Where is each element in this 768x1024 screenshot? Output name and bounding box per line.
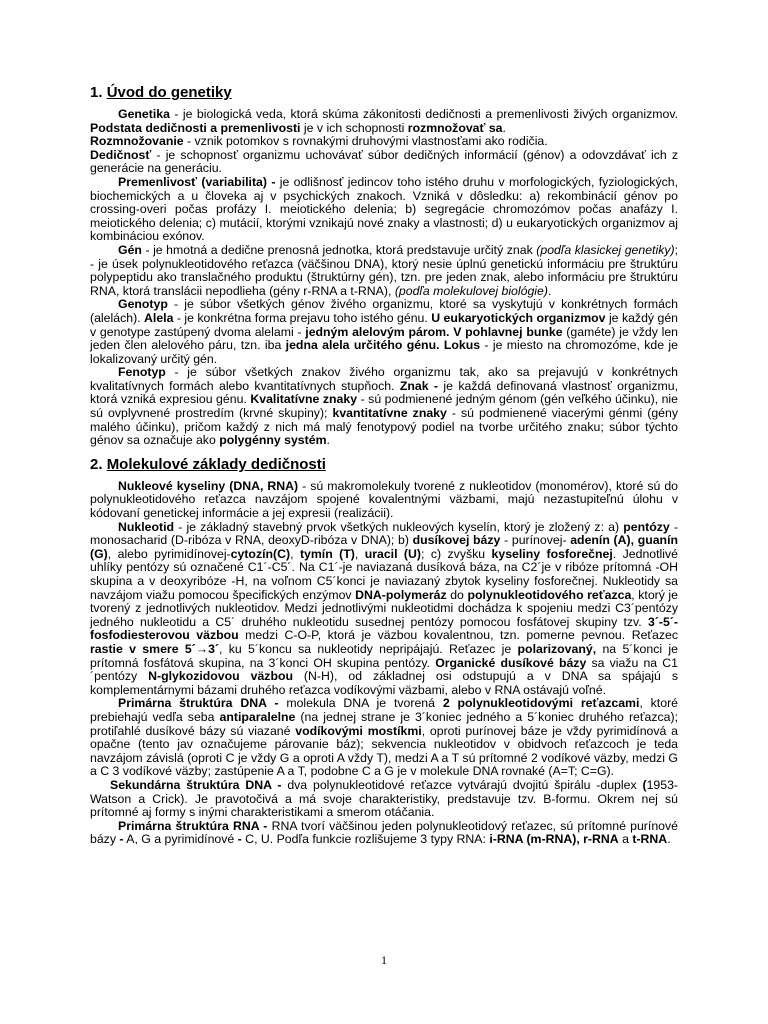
text-run: dva polynukleotidové reťazce vytvárajú dvojitú špirálu -duplex bbox=[281, 777, 643, 792]
bold-term: Nukleotid bbox=[118, 519, 175, 534]
text-run: sa viažu na C1´pentózy bbox=[90, 655, 679, 684]
text-run: na 5´konci je prítomná fosfátová skupina, na 3´konci OH skupina pentózy. bbox=[90, 641, 678, 670]
text-run: - vznik potomkov s rovnakými druhovými vlastnosťami ako rodičia. bbox=[183, 134, 548, 149]
section-title: Molekulové základy dedičnosti bbox=[106, 455, 326, 473]
bold-term: rastie v smere 5´→3´ bbox=[90, 641, 220, 656]
text-run: - je základný stavebný prvok všetkých nukleových kyselín, ktorý je zložený z: a) bbox=[174, 519, 624, 534]
bold-term: cytozín(C) bbox=[230, 546, 291, 561]
text-run: , oproti purínovej báze je vždy pyrimidínová a opačne (tento jav označujeme párovanie báz); sekvencia nukleotidov v obidvoch reťazcoch je teda navzájom závislá (oproti C je vždy G a oproti A vždy T), medzi A a T sú prítomné 2 vodíkové väzby, medzi G a C 3 vodíkové väzby; zastúpenie A a T, podobne C a G je v molekule DNA rovnaké (A=T; C=G). bbox=[90, 723, 679, 779]
paragraph bbox=[90, 244, 678, 298]
text-run: , ku 5´koncu sa nukleotidy nepripájajú. Reťazec je bbox=[219, 641, 518, 656]
text-run: . bbox=[326, 433, 330, 448]
bold-term: adenín (A), guanín (G) bbox=[90, 533, 679, 561]
bold-term: pentózy bbox=[623, 519, 670, 534]
bold-term: Alela bbox=[144, 310, 174, 325]
paragraph bbox=[90, 176, 678, 244]
bold-term: N-glykozidovou väzbou bbox=[148, 669, 293, 684]
section-body bbox=[90, 480, 678, 847]
text-run: . bbox=[667, 832, 671, 847]
bold-term: U eukaryotických organizmov bbox=[431, 310, 606, 325]
text-run: (na jednej strane je 3´koniec jedného a 5´koniec druhého reťazca); protiľahlé dusíkové bázy sú viazané bbox=[90, 709, 678, 738]
paragraph bbox=[90, 149, 678, 176]
text-run: . bbox=[547, 283, 552, 298]
bold-term: DNA-polymeráz bbox=[355, 587, 447, 602]
bold-term: dusíkovej bázy bbox=[412, 533, 501, 548]
bold-term: rozmnožovať sa bbox=[407, 120, 503, 135]
section-title: Úvod do genetiky bbox=[106, 84, 232, 101]
bold-term: polygénny systém bbox=[219, 433, 327, 448]
text-run: do bbox=[446, 587, 468, 602]
text-run: - monosacharid (D-ribóza v RNA, deoxyD-ribóza v DNA); b) bbox=[90, 519, 678, 548]
bold-term: Znak - bbox=[399, 378, 439, 393]
text-run: ; c) zvyšku bbox=[421, 546, 492, 561]
text-run: - je biologická veda, ktorá skúma zákonitosti dedičnosti a premenlivosti živých organizmov. bbox=[169, 107, 678, 121]
page-number: 1 bbox=[381, 953, 387, 967]
bold-term: Genotyp bbox=[118, 297, 168, 312]
bold-term: tymín (T) bbox=[299, 546, 355, 561]
italic-note: (podľa klasickej genetiky) bbox=[536, 242, 675, 257]
text-run: - je súbor všetkých znakov živého organizmu tak, ako sa prejavujú v konkrétnych kvalitatívnych formách alebo kvantitatívnych stupňoch. bbox=[90, 365, 678, 393]
bold-term: t-RNA bbox=[632, 832, 668, 847]
bold-term: 3´-5´-fosfodiesterovou väzbou bbox=[90, 614, 678, 643]
text-run: , ktoré prebiehajú vedľa seba bbox=[90, 696, 679, 724]
bold-term: uracil (U) bbox=[364, 546, 422, 561]
text-run: - sú makromolekuly tvorené z nukleotidov (monomérov), ktoré sú do polynukleotidového reťazca navzájom spojené kovalentnými väzbami, majú nezastupiteľnú úlohu v kódovaní genetickej informácie a jej expresii (realizácii). bbox=[90, 478, 678, 521]
bold-term: jedným alelovým párom. V pohlavnej bunke bbox=[305, 324, 563, 339]
text-run: ; - je úsek polynukleotidového reťazca (väčšinou DNA), ktorý nesie úplnú genetickú informáciu pre štruktúru polypeptidu ako translačného produktu (štruktúrny gén), tzn. pre jeden znak, alebo informáciu pre štruktúru RNA, ktorá translácii nepodlieha (gény r-RNA a t-RNA), bbox=[90, 242, 679, 298]
paragraph bbox=[90, 820, 678, 847]
text-run: , bbox=[354, 546, 365, 561]
bold-term: kyseliny fosforečnej bbox=[491, 546, 613, 561]
text-run: molekula DNA je tvorená bbox=[278, 696, 443, 711]
text-run: medzi C-O-P, ktorá je väzbou kovalentnou, tzn. pomerne pevnou. Reťazec bbox=[238, 628, 678, 643]
paragraph bbox=[90, 697, 678, 779]
text-run: - purínovej- bbox=[500, 533, 571, 548]
paragraph bbox=[90, 480, 678, 521]
bold-term: Fenotyp bbox=[118, 365, 166, 380]
text-run: je odlišnosť jedincov toho istého druhu v morfologických, fyziologických, biochemických a u človeka aj v psychických znakoch. Vzniká v dôsledku: a) rekombinácií génov po crossing-overi počas profázy I. meiotického delenia; b) segregácie chromozómov počas anafázy I. meiotického delenia; c) mutácií, ktorými vznikajú nové znaky a vlastnosti; d) u eukaryotických organizmov aj kombináciou exónov. bbox=[90, 174, 678, 244]
text-run: - je schopnosť organizmu uchovávať súbor dedičných informácií (génov) a odovzdávať ich z generácie na generáciu. bbox=[90, 147, 678, 176]
section-number: 2. bbox=[90, 455, 103, 473]
bold-term: jedna alela určitého génu. Lokus bbox=[285, 338, 481, 353]
paragraph bbox=[90, 298, 678, 366]
bold-term: vodíkovými mostíkmi bbox=[295, 723, 422, 738]
bold-term: Kvalitatívne znaky bbox=[250, 392, 358, 407]
bold-term: Premenlivosť (variabilita) - bbox=[118, 174, 276, 189]
text-run: C, U. Podľa funkcie rozlišujeme 3 typy RNA: bbox=[241, 832, 490, 847]
bold-term: Nukleové kyseliny (DNA, RNA) bbox=[118, 478, 299, 493]
bold-term: i-RNA (m-RNA), r-RNA bbox=[489, 832, 619, 847]
bold-term: Gén bbox=[118, 242, 142, 257]
bold-term: Organické dusíkové bázy bbox=[435, 655, 587, 670]
text-run: . bbox=[502, 120, 506, 135]
text-run: , bbox=[290, 546, 300, 561]
bold-term: polarizovaný, bbox=[517, 641, 597, 656]
text-run: - je hmotná a dedične prenosná jednotka, ktorá predstavuje určitý znak bbox=[141, 242, 537, 257]
bold-term: kvantitatívne znaky bbox=[332, 406, 447, 421]
bold-term: ( bbox=[642, 777, 647, 792]
section-body bbox=[90, 108, 678, 448]
text-run: - je miesto na chromozóme, kde je lokalizovaný určitý gén. bbox=[90, 338, 678, 366]
bold-term: Podstata dedičnosti a premenlivosti bbox=[90, 120, 301, 135]
bold-term: - bbox=[119, 832, 124, 847]
text-run: (N-H), od základnej osi odstupujú a v DNA sa spájajú s komplementárnymi bázami druhého reťazca vodíkovými väzbami, alebo v RNA ostávajú voľné. bbox=[90, 669, 678, 697]
text-run: - je súbor všetkých génov živého organizmu, ktoré sa vyskytujú v konkrétnych formách (alelách). bbox=[90, 297, 678, 325]
section-uvod-do-genetiky bbox=[90, 84, 678, 448]
text-run: , alebo pyrimidínovej- bbox=[107, 546, 231, 561]
document-page bbox=[90, 84, 678, 847]
text-run: je každý gén v genotype zastúpený dvoma alelami - bbox=[90, 310, 679, 339]
text-run: - sú podmienené jedným génom (gén veľkého účinku), nie sú ovplyvnené prostredím (krvné skupiny); bbox=[90, 392, 678, 421]
paragraph bbox=[90, 366, 678, 448]
italic-note: (podľa molekulovej biológie) bbox=[394, 283, 548, 298]
text-run: je v ich schopnosti bbox=[300, 120, 408, 135]
text-run: 1953-Watson a Crick). Je pravotočivá a má svoje charakteristiky, predstavuje tzv. B-formu. Okrem nej sú prítomné aj formy s inými charakteristikami a smerom otáčania. bbox=[90, 777, 679, 820]
section-number: 1. bbox=[90, 84, 103, 101]
text-run: A, G a pyrimidínové bbox=[123, 832, 238, 847]
bold-term: - bbox=[237, 832, 242, 847]
text-run: . Jednotlivé uhlíky pentózy sú označené C1´-C5´. Na C1´-je naviazaná dusíková báza, na C2´je v ribóze prítomná -OH skupina a v deoxyribóze -H, na voľnom C5´konci je naviazaný zbytok kyseliny fosforečnej. Nukleotidy sa navzájom viažu pomocou špecifických enzýmov bbox=[90, 546, 678, 602]
section-molekulove-zaklady bbox=[90, 456, 678, 847]
bold-term: Primárna štruktúra DNA - bbox=[118, 696, 279, 711]
bold-term: Sekundárna štruktúra DNA - bbox=[110, 777, 282, 792]
section-heading bbox=[90, 456, 678, 474]
bold-term: Dedičnosť bbox=[90, 147, 152, 162]
text-run: (gaméte) je vždy len jeden člen alelového páru, tzn. iba bbox=[90, 324, 679, 353]
bold-term: antiparalelne bbox=[219, 709, 296, 724]
paragraph bbox=[90, 135, 678, 149]
text-run: , ktorý je tvorený z jednotlivých nukleotidov. Medzi jednotlivými nukleotidmi dochádza k spojeniu medzi C3´pentózy jedného nukleotidu a C5´ druhého nukleotidu susednej pentózy pomocou fosfátovej skupiny tzv. bbox=[90, 587, 679, 629]
text-run: - sú podmienené viacerými génmi (gény malého účinku), pričom každý z nich má malý fenotypový podiel na tvorbe určitého znaku; súbor týchto génov sa označuje ako bbox=[90, 406, 678, 448]
bold-term: Genetika bbox=[118, 107, 170, 121]
paragraph bbox=[90, 779, 678, 820]
bold-term: Primárna štruktúra RNA - bbox=[118, 818, 268, 833]
section-heading bbox=[90, 84, 678, 102]
bold-term: 2 polynukleotidovými reťazcami bbox=[442, 696, 640, 711]
paragraph bbox=[90, 521, 678, 698]
bold-term: Rozmnožovanie bbox=[90, 134, 184, 149]
text-run: a bbox=[618, 832, 633, 847]
bold-term: polynukleotidového reťazca bbox=[467, 587, 632, 602]
text-run: je každá definovaná vlastnosť organizmu, ktorá vzniká expresiou génu. bbox=[90, 378, 678, 407]
paragraph bbox=[90, 108, 678, 135]
text-run: RNA tvorí väčšinou jeden polynukleotidový reťazec, sú prítomné purínové bázy bbox=[90, 818, 678, 847]
text-run: - je konkrétna forma prejavu toho istého génu. bbox=[173, 310, 432, 325]
